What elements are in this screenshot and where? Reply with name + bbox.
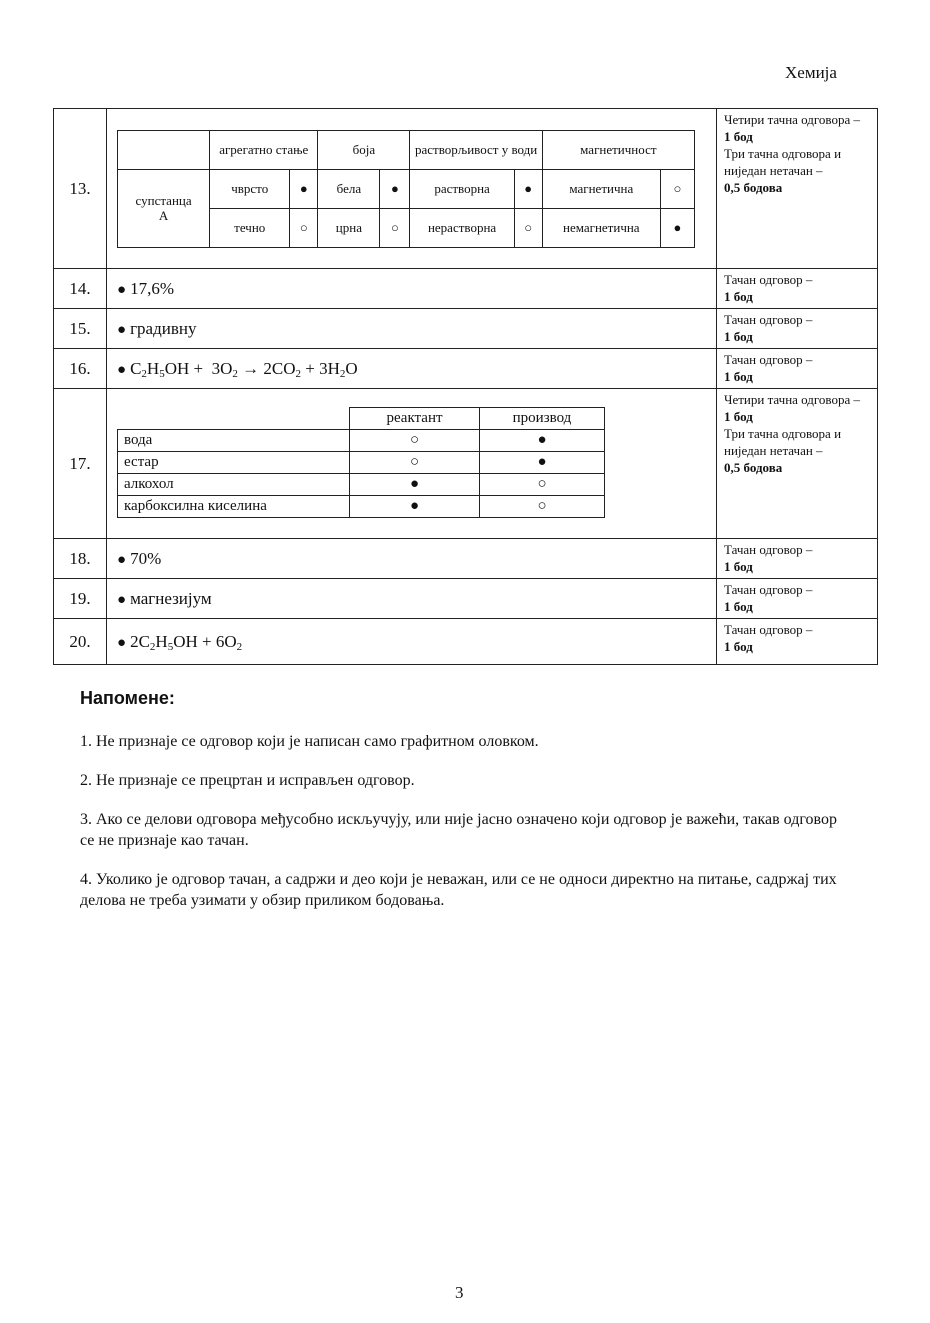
question-number: 19. — [54, 579, 107, 619]
question-number: 16. — [54, 349, 107, 389]
page-header-subject: Хемија — [785, 63, 837, 82]
question-row-17 — [54, 389, 878, 539]
question-row-20 — [54, 619, 878, 665]
answer-key-table — [53, 108, 878, 665]
question-number: 13. — [54, 109, 107, 269]
scoring-cell — [717, 389, 878, 539]
option-label: црна — [318, 208, 380, 247]
scoring-points: 1 бод — [724, 559, 753, 574]
option-mark: ● — [380, 169, 410, 208]
reactant-mark: ● — [350, 496, 480, 518]
scoring-points: 1 бод — [724, 329, 753, 344]
question-number: 17. — [54, 389, 107, 539]
note-item: 2. Не признаје се прецртан и исправљен одговор. — [80, 772, 415, 789]
product-mark: ● — [480, 430, 605, 452]
header-reactant: реактант — [350, 408, 480, 430]
question-row-13 — [54, 109, 878, 269]
scoring-text: Тачан одговор – — [724, 312, 813, 327]
compound-label: алкохол — [118, 474, 350, 496]
product-mark: ● — [480, 452, 605, 474]
note-item: 1. Не признаје се одговор који је написан само графитном оловком. — [80, 733, 539, 750]
scoring-text: Три тачна одговора и ниједан нетачан – — [724, 146, 842, 178]
reactant-mark: ○ — [350, 430, 480, 452]
answer-cell — [107, 269, 717, 309]
bullet-icon: ● — [117, 321, 127, 338]
scoring-cell — [717, 269, 878, 309]
scoring-text: Тачан одговор – — [724, 542, 813, 557]
answer-cell — [107, 579, 717, 619]
notes-title: Напомене: — [80, 688, 175, 708]
page-number: 3 — [455, 1283, 464, 1302]
answer-text: 70% — [130, 548, 162, 568]
option-label: бела — [318, 169, 380, 208]
question-number: 15. — [54, 309, 107, 349]
chemical-formula: $2C_2H_5OH + 6O_2$ — [130, 631, 243, 653]
answer-text: 17,6% — [130, 278, 174, 298]
question-row-16 — [54, 349, 878, 389]
note-item: 3. Ако се делови одговора међусобно искључују, или није јасно означено који одговор је важећи, такав одговор се не признаје као тачан. — [80, 811, 837, 849]
option-label: немагнетична — [542, 208, 660, 247]
compound-label: естар — [118, 452, 350, 474]
question-row-19 — [54, 579, 878, 619]
scoring-points: 1 бод — [724, 129, 753, 144]
answer-cell — [107, 619, 717, 665]
question-row-18 — [54, 539, 878, 579]
scoring-text: Тачан одговор – — [724, 582, 813, 597]
scoring-points: 0,5 бодова — [724, 460, 783, 475]
scoring-cell — [717, 579, 878, 619]
scoring-points: 1 бод — [724, 409, 753, 424]
note-item: 4. Уколико је одговор тачан, а садржи и део који је неважан, или се не односи директно на питање, садржај тих делова не треба узимати у обзир приликом бодовања. — [80, 871, 837, 909]
answer-cell — [107, 349, 717, 389]
scoring-points: 1 бод — [724, 369, 753, 384]
header-product: производ — [480, 408, 605, 430]
scoring-cell — [717, 539, 878, 579]
option-mark: ● — [660, 208, 694, 247]
header-color: боја — [318, 130, 410, 169]
scoring-points: 1 бод — [724, 289, 753, 304]
reactant-product-table — [117, 407, 605, 518]
answer-cell — [107, 539, 717, 579]
question-row-14 — [54, 269, 878, 309]
bullet-icon: ● — [117, 591, 127, 608]
option-mark: ○ — [514, 208, 542, 247]
question-number: 14. — [54, 269, 107, 309]
answer-cell — [107, 389, 717, 539]
answer-text: градивну — [130, 318, 197, 338]
option-label: растворна — [410, 169, 514, 208]
question-row-15 — [54, 309, 878, 349]
substance-properties-table — [117, 130, 695, 248]
substance-label: супстанца А — [118, 169, 210, 247]
scoring-cell — [717, 349, 878, 389]
scoring-text: Тачан одговор – — [724, 352, 813, 367]
scoring-text: Тачан одговор – — [724, 272, 813, 287]
option-mark: ○ — [290, 208, 318, 247]
question-number: 20. — [54, 619, 107, 665]
bullet-icon: ● — [117, 361, 127, 378]
scoring-cell — [717, 109, 878, 269]
header-aggregate-state: агрегатно стање — [210, 130, 318, 169]
answer-cell — [107, 109, 717, 269]
option-label: нерастворна — [410, 208, 514, 247]
reactant-mark: ○ — [350, 452, 480, 474]
scoring-cell — [717, 309, 878, 349]
bullet-icon: ● — [117, 281, 127, 298]
answer-cell — [107, 309, 717, 349]
scoring-points: 1 бод — [724, 639, 753, 654]
compound-label: карбоксилна киселина — [118, 496, 350, 518]
bullet-icon: ● — [117, 634, 127, 651]
product-mark: ○ — [480, 496, 605, 518]
chemical-equation: $C_2H_5OH + 3O_2 \to 2CO_2 + 3H_2O$ — [130, 358, 358, 380]
header-solubility: растворљивост у води — [410, 130, 542, 169]
question-number: 18. — [54, 539, 107, 579]
reactant-mark: ● — [350, 474, 480, 496]
scoring-points: 0,5 бодова — [724, 180, 783, 195]
answer-text: магнезијум — [130, 588, 212, 608]
notes-section — [80, 688, 840, 929]
scoring-text: Три тачна одговора и ниједан нетачан – — [724, 426, 842, 458]
option-label: чврсто — [210, 169, 290, 208]
option-label: магнетична — [542, 169, 660, 208]
option-mark: ○ — [380, 208, 410, 247]
scoring-text: Тачан одговор – — [724, 622, 813, 637]
scoring-text: Четири тачна одговора – — [724, 112, 860, 127]
option-mark: ● — [514, 169, 542, 208]
compound-label: вода — [118, 430, 350, 452]
scoring-cell — [717, 619, 878, 665]
product-mark: ○ — [480, 474, 605, 496]
option-mark: ○ — [660, 169, 694, 208]
scoring-text: Четири тачна одговора – — [724, 392, 860, 407]
option-mark: ● — [290, 169, 318, 208]
header-magnetism: магнетичност — [542, 130, 694, 169]
scoring-points: 1 бод — [724, 599, 753, 614]
option-label: течно — [210, 208, 290, 247]
bullet-icon: ● — [117, 551, 127, 568]
